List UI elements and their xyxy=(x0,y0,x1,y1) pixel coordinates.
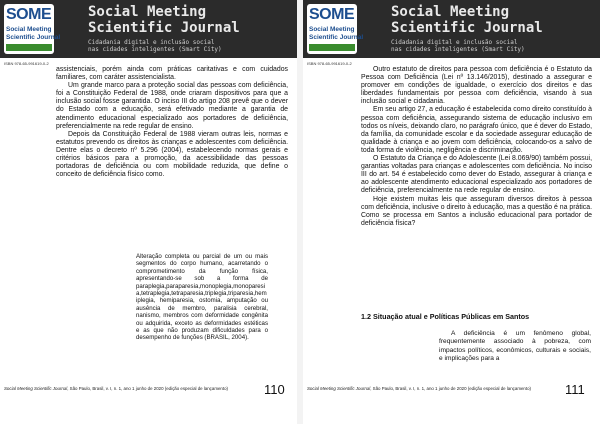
page-number: 111 xyxy=(565,382,585,397)
paragraph: Depois da Constituição Federal de 1988 vieram outras leis, normas e estatutos prevendo os direitos às crianças e adolescentes com deficiência. Dentre elas o decreto nº 5.296 (2004), estabelecendo normas gerais e critérios básicos para a promoção, da acessibilidade das pessoas portadoras de deficiência ou com mobilidade reduzida, que define o conceito de deficiência físico como. xyxy=(56,130,288,179)
banner-title-line2: Scientific Journal xyxy=(391,20,543,36)
paragraph: A deficiência é um fenômeno global, frequentemente associado à pobreza, com impactos políticos, econômicos, culturais e sociais, e implicações para a xyxy=(439,330,591,362)
journal-logo xyxy=(307,4,364,54)
paragraph: Hoje existem muitas leis que asseguram diversos direitos à pessoa com deficiência, inclusive o direito à educação, mas a questão é na prática. Como se processa em Santos a inclusão educacional para portador de deficiência física? xyxy=(361,195,592,227)
logo-line1: Social Meeting xyxy=(6,26,52,33)
page-footer xyxy=(307,386,547,391)
footer-details: , São Paulo, Brasil, v. I, n. 1, ano 1 junho de 2020 (edição especial de lançamento) xyxy=(370,386,531,391)
banner-subtitle-line2: nas cidades inteligentes (Smart City) xyxy=(391,46,525,53)
left-page xyxy=(0,0,297,424)
logo-bar xyxy=(309,44,355,51)
logo-text: SOME xyxy=(6,6,52,23)
paragraph: O Estatuto da Criança e do Adolescente (Lei 8.069/90) também possui, garantias voltadas para crianças e adolescentes com deficiência. No inciso III do art. 54 é estabelecido como dever do Estado, assegurar à criança e ao adolescente atendimento educacional especializado aos portadores de deficiência, preferencialmente na rede regular de ensino. xyxy=(361,155,592,195)
journal-banner xyxy=(303,0,600,58)
isbn: ISBN 978-65-991619-0-2 xyxy=(307,61,352,66)
journal-logo xyxy=(4,4,61,54)
logo-text: SOME xyxy=(309,6,355,23)
page-footer xyxy=(4,386,244,391)
footer-journal: Social Meeting Scientific Journal xyxy=(4,386,68,391)
section-heading: 1.2 Situação atual e Políticas Públicas em Santos xyxy=(361,312,530,321)
banner-subtitle-line1: Cidadania digital e inclusão social xyxy=(391,39,518,46)
left-body-text xyxy=(56,66,288,179)
banner-subtitle-line1: Cidadania digital e inclusão social xyxy=(88,39,215,46)
paragraph: Em seu artigo 27, a educação é estabelecida como direito constituído à pessoa com deficiência, assegurando sistema de educação inclusivo em todos os níveis, deixando claro, no parágrafo único, que é dever do Estado, da família, da comunidade escolar e da sociedade assegurar educação de qualidade à criança e ao jovem com deficiência, colocando-os a salvo de toda forma de violência, negligência e discriminação. xyxy=(361,106,592,154)
banner-subtitle-line2: nas cidades inteligentes (Smart City) xyxy=(88,46,222,53)
right-page xyxy=(303,0,600,424)
banner-title-line1: Social Meeting xyxy=(391,4,510,20)
paragraph: Outro estatuto de direitos para pessoa com deficiência é o Estatuto da Pessoa com Deficiência (Lei nº 13.146/2015), destinado a assegurar e promover em condições de igualdade, o exercício dos direitos e das liberdades fundamentais por pessoa com deficiência, visando à sua inclusão social e cidadania. xyxy=(361,66,592,106)
paragraph: Um grande marco para a proteção social das pessoas com deficiência, foi a Constituição Federal de 1988, onde criaram dispositivos para que a inclusão social fosse garantida. O inciso III do artigo 208 prevê que o dever do Estado com a educação, será efetivado mediante a garantia de atendimento educacional especializado aos portadores de deficiência, preferencialmente na rede regular de ensino. xyxy=(56,82,288,130)
journal-banner xyxy=(0,0,297,58)
banner-title-line2: Scientific Journal xyxy=(88,20,240,36)
right-body-text xyxy=(361,66,592,228)
isbn: ISBN 978-65-991619-0-2 xyxy=(4,61,49,66)
paragraph: assistenciais, porém ainda com práticas caritativas e com cuidados familiares, com caráter assistencialista. xyxy=(56,66,288,82)
footer-journal: Social Meeting Scientific Journal xyxy=(307,386,371,391)
block-quote: Alteração completa ou parcial de um ou mais segmentos do corpo humano, acarretando o comprometimento da função física, apresentando-se sob a forma de paraplegia,paraparesia,monoplegia,monoparesia,tetraplegia,tetraparesia,triplegia,triparesia,hemiplegia, hemiparesia, ostomia, amputação ou ausência de membro, paralisia cerebral, nanismo, membros com deformidade congênita ou adquirida, exceto as deformidades estéticas e as que não produzam dificuldades para o desempenho de funções (BRASIL, 2004). xyxy=(136,253,268,342)
banner-title-line1: Social Meeting xyxy=(88,4,207,20)
section-text xyxy=(439,330,591,363)
logo-line1: Social Meeting xyxy=(309,26,355,33)
footer-details: , São Paulo, Brasil, v. I, n. 1, ano 1 junho de 2020 (edição especial de lançamento) xyxy=(67,386,228,391)
logo-line2: Scientific Journal xyxy=(309,34,364,41)
logo-bar xyxy=(6,44,52,51)
logo-line2: Scientific Journal xyxy=(6,34,61,41)
page-number: 110 xyxy=(264,382,285,397)
